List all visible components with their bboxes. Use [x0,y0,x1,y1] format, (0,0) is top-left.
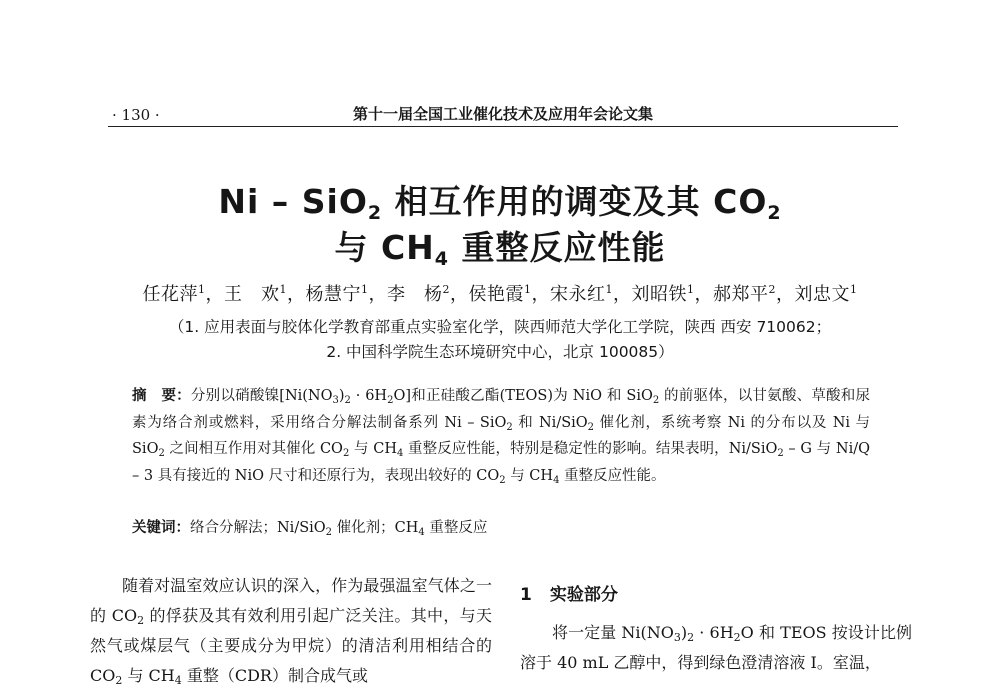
page-number: · 130 · [112,106,160,124]
author: 侯艳霞$^1$ [468,283,532,305]
affiliation-line-2: 2. 中国科学院生态环境研究中心，北京 100085） [326,343,674,361]
author: 王 欢$^1$ [224,283,287,305]
abstract: 摘 要：分别以硝酸镍$[Ni(NO_3)_2 \cdot 6H_2O]$和正硅酸乙酯(TEOS)为 NiO 和 SiO$_2$ 的前驱体，以甘氨酸、草酸和尿素为络合剂或燃料，采用络合分解法制备系列 Ni – SiO$_2$ 和 Ni/SiO$_2$ 催化剂，系统考察 Ni 的分布以及 Ni 与 SiO$_2$ 之间相互作用对其催化 $CO_2$ 与 $CH_4$ 重整反应性能，特别是稳定性的影响。结果表明，Ni/SiO$_2$ – G 与 Ni/Q – 3 具有接近的 NiO 尺寸和还原行为，表现出较好的 $CO_2$ 与 $CH_4$ 重整反应性能。 [132,388,871,486]
intro-paragraph: 随着对温室效应认识的深入，作为最强温室气体之一的 $CO_2$ 的俘获及其有效利用引起广泛关注。其中，与天然气或煤层气（主要成分为甲烷）的清洁利用相结合的 $CO_2$ 与 $CH_4$ 重整（CDR）制合成气或 [90,576,492,687]
author: 李 杨$^2$ [387,283,450,305]
author: 郝郑平$^2$ [713,283,776,305]
author: 刘昭铁$^1$ [631,283,695,305]
affiliation-line-1: （1. 应用表面与胶体化学教育部重点实验室化学，陕西师范大学化工学院，陕西 西安 710062； [168,318,832,336]
author: 刘忠文$^1$ [794,283,858,305]
author: 任花萍$^1$ [142,283,206,305]
author-list: 任花萍$^1$，王 欢$^1$，杨慧宁$^1$，李 杨$^2$，侯艳霞$^1$，宋永红$^1$，刘昭铁$^1$，郝郑平$^2$，刘忠文$^1$ [142,283,858,305]
section-heading-experimental: 1 实验部分 [520,585,618,605]
paper-title-line-1: Ni – SiO$_2$ 相互作用的调变及其 $CO_2$ [218,182,782,224]
keywords-label: 关键词： [132,520,190,536]
keywords: 关键词：络合分解法；Ni/SiO$_2$ 催化剂；$CH_4$ 重整反应 [132,520,488,538]
paper-title-line-2: 与 $CH_4$ 重整反应性能 [334,228,666,270]
abstract-label: 摘 要： [132,388,191,404]
author: 宋永红$^1$ [550,283,613,305]
running-header [108,100,898,127]
experimental-paragraph: 将一定量 $Ni(NO_3)_2 \cdot 6H_2O$ 和 TEOS 按设计比例溶于 40 mL 乙醇中，得到绿色澄清溶液 Ⅰ。室温， [520,623,912,672]
running-title: 第十一届全国工业催化技术及应用年会论文集 [352,105,653,123]
author: 杨慧宁$^1$ [305,283,369,305]
